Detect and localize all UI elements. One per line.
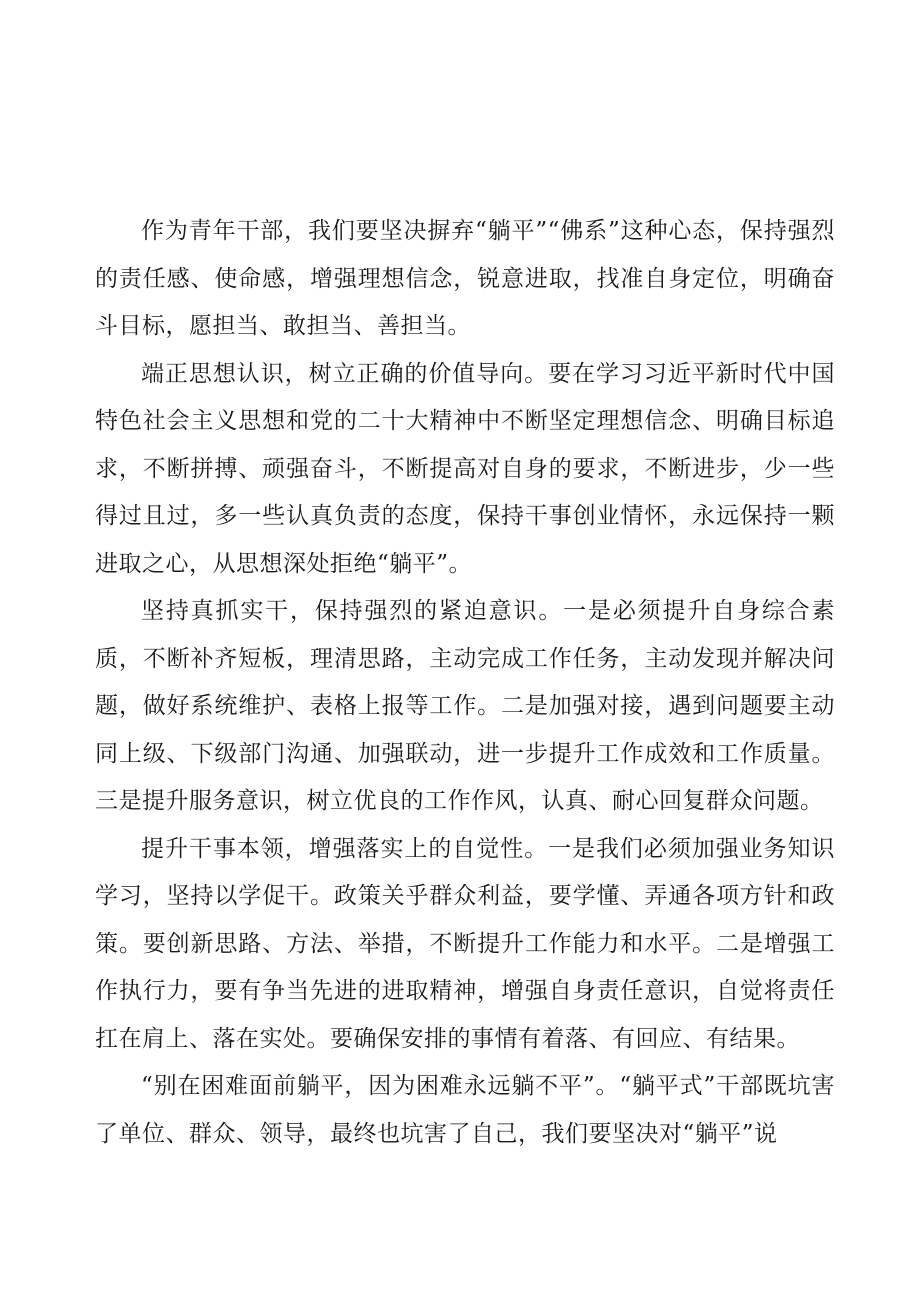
document-body <box>95 208 835 1158</box>
paragraph: 坚持真抓实干，保持强烈的紧迫意识。一是必须提升自身综合素质，不断补齐短板，理清思路，主动完成工作任务，主动发现并解决问题，做好系统维护、表格上报等工作。二是加强对接，遇到问题要主动同上级、下级部门沟通、加强联动，进一步提升工作成效和工作质量。三是提升服务意识，树立优良的工作作风，认真、耐心回复群众问题。 <box>95 598 835 814</box>
paragraph: 提升干事本领，增强落实上的自觉性。一是我们必须加强业务知识学习，坚持以学促干。政策关乎群众利益，要学懂、弄通各项方针和政策。要创新思路、方法、举措，不断提升工作能力和水平。二是增强工作执行力，要有争当先进的进取精神，增强自身责任意识，自觉将责任扛在肩上、落在实处。要确保安排的事情有着落、有回应、有结果。 <box>95 835 835 1052</box>
paragraph: “别在困难面前躺平，因为困难永远躺不平”。“躺平式”干部既坑害了单位、群众、领导，最终也坑害了自己，我们要坚决对“躺平”说 <box>95 1073 835 1147</box>
paragraph: 端正思想认识，树立正确的价值导向。要在学习习近平新时代中国特色社会主义思想和党的二十大精神中不断坚定理想信念、明确目标追求，不断拼搏、顽强奋斗，不断提高对自身的要求，不断进步，少一些得过且过，多一些认真负责的态度，保持干事创业情怀，永远保持一颗进取之心，从思想深处拒绝“躺平”。 <box>95 360 835 577</box>
paragraph: 作为青年干部，我们要坚决摒弃“躺平”“佛系”这种心态，保持强烈的责任感、使命感，增强理想信念，锐意进取，找准自身定位，明确奋斗目标，愿担当、敢担当、善担当。 <box>95 218 835 339</box>
